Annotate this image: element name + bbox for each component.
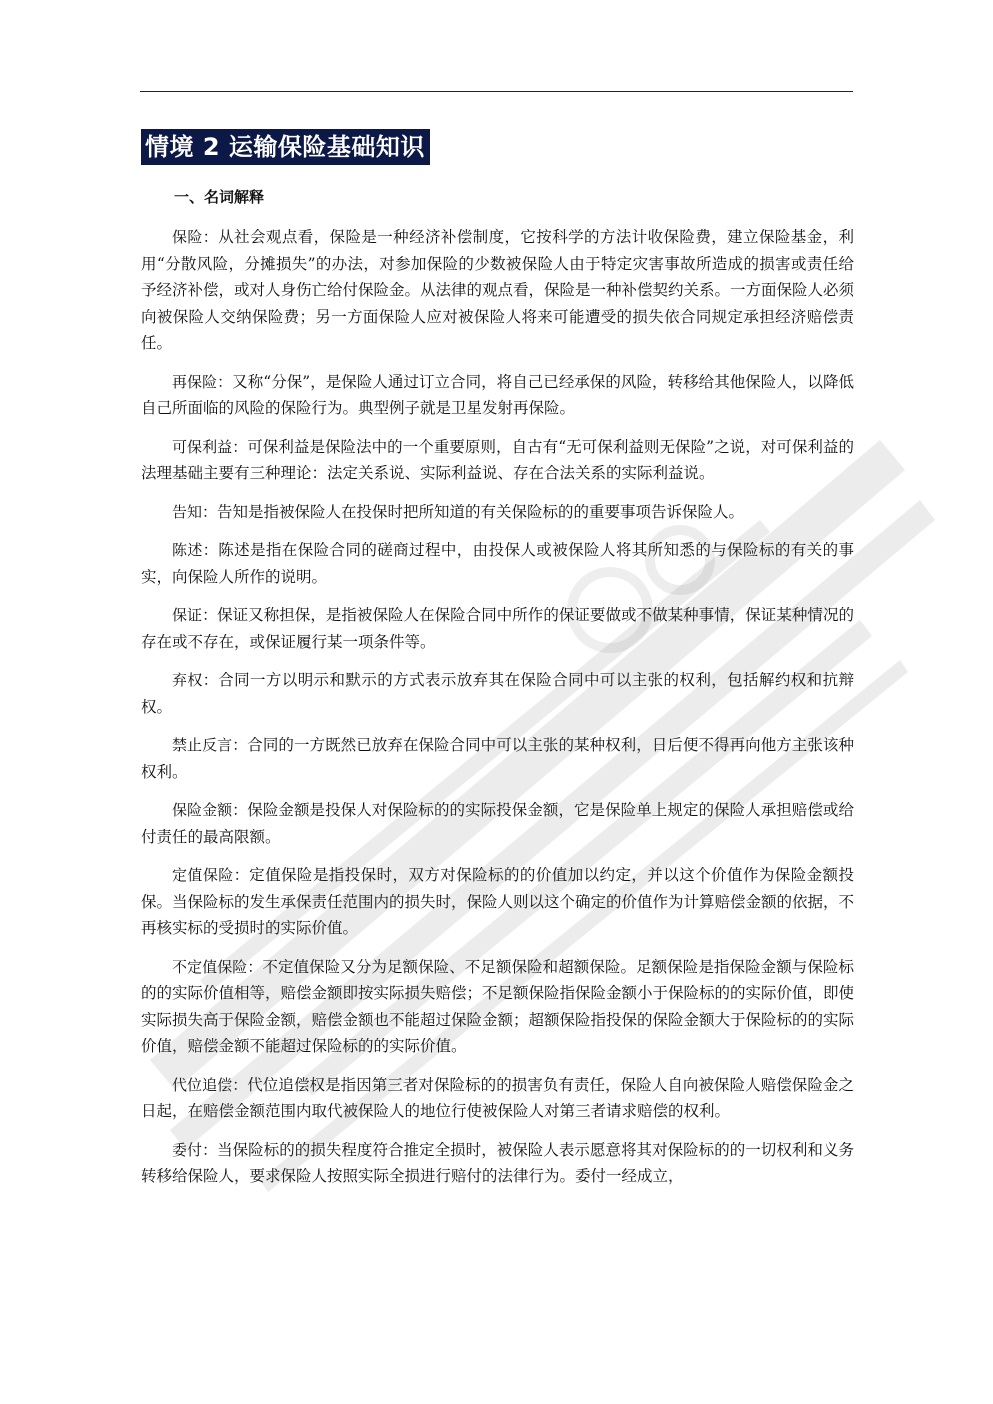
section-heading: 一、名词解释 bbox=[174, 188, 265, 206]
definition-text: 定值保险是指投保时，双方对保险标的的价值加以约定，并以这个价值作为保险金额投保。当保险标的发生承保责任范围内的损失时，保险人则以这个确定的价值作为计算赔偿金额的依据，不再核实标的受损时的实际价值。 bbox=[141, 866, 855, 937]
term-label: 禁止反言： bbox=[172, 736, 248, 754]
definition-text: 代位追偿权是指因第三者对保险标的的损害负有责任，保险人自向被保险人赔偿保险金之日起，在赔偿金额范围内取代被保险人的地位行使被保险人对第三者请求赔偿的权利。 bbox=[141, 1075, 854, 1120]
definition-text: 陈述是指在保险合同的磋商过程中，由投保人或被保险人将其所知悉的与保险标的有关的事实，向保险人所作的说明。 bbox=[141, 541, 854, 586]
term-label: 代位追偿： bbox=[172, 1075, 248, 1094]
definition-waiver bbox=[141, 667, 854, 720]
definition-representation bbox=[141, 537, 854, 590]
definition-text: 当保险标的的损失程度符合推定全损时，被保险人表示愿意将其对保险标的的一切权利和义务转移给保险人，要求保险人按照实际全损进行赔付的法律行为。委付一经成立， bbox=[141, 1140, 854, 1185]
definition-disclosure bbox=[141, 499, 854, 526]
term-label: 再保险： bbox=[172, 372, 233, 391]
definition-text: 保险金额是投保人对保险标的的实际投保金额，它是保险单上规定的保险人承担赔偿或给付责任的最高限额。 bbox=[141, 801, 854, 846]
definition-text: 保证又称担保，是指被保险人在保险合同中所作的保证要做或不做某种事情，保证某种情况的存在或不存在，或保证履行某一项条件等。 bbox=[141, 606, 854, 651]
term-label: 委付： bbox=[172, 1140, 218, 1159]
definition-text: 不定值保险又分为足额保险、不足额保险和超额保险。足额保险是指保险金额与保险标的的实际价值相等，赔偿金额即按实际损失赔偿；不足额保险指保险金额小于保险标的的实际价值，即使实际损失高于保险金额，赔偿金额也不能超过保险金额；超额保险指投保的保险金额大于保险标的的实际价值，赔偿金额不能超过保险标的的实际价值。 bbox=[141, 957, 855, 1055]
term-label: 陈述： bbox=[172, 541, 219, 559]
definition-text: 可保利益是保险法中的一个重要原则，自古有“无可保利益则无保险”之说，对可保利益的法理基础主要有三种理论：法定关系说、实际利益说、存在合法关系的实际利益说。 bbox=[141, 437, 854, 482]
definition-warranty bbox=[141, 602, 854, 655]
term-label: 不定值保险： bbox=[172, 957, 263, 976]
chapter-title: 情境 2 运输保险基础知识 bbox=[141, 129, 430, 165]
definition-text: 合同一方以明示和默示的方式表示放弃其在保险合同中可以主张的权利，包括解约权和抗辩权。 bbox=[141, 671, 854, 716]
definition-reinsurance bbox=[141, 369, 854, 422]
header-rule bbox=[140, 91, 853, 92]
definition-text: 从社会观点看，保险是一种经济补偿制度，它按科学的方法计收保险费，建立保险基金，利用“分散风险，分摊损失”的办法，对参加保险的少数被保险人由于特定灾害事故所造成的损害或责任给予经济补偿，或对人身伤亡给付保险金。从法律的观点看，保险是一种补偿契约关系。一方面保险人必须向被保险人交纳保险费；另一方面保险人应对被保险人将来可能遭受的损失依合同规定承担经济赔偿责任。 bbox=[141, 228, 855, 352]
definition-text: 合同的一方既然已放弃在保险合同中可以主张的某种权利，日后便不得再向他方主张该种权利。 bbox=[141, 736, 854, 781]
definition-subrogation bbox=[141, 1072, 854, 1125]
term-label: 弃权： bbox=[172, 671, 219, 689]
definitions-list bbox=[141, 224, 854, 1202]
definition-sum-insured bbox=[141, 797, 854, 850]
definition-text: 告知是指被保险人在投保时把所知道的有关保险标的的重要事项告诉保险人。 bbox=[217, 502, 745, 521]
term-label: 保险： bbox=[172, 228, 219, 246]
term-label: 可保利益： bbox=[172, 437, 248, 456]
term-label: 定值保险： bbox=[172, 866, 250, 884]
definition-abandonment bbox=[141, 1137, 854, 1190]
term-label: 保险金额： bbox=[172, 801, 248, 819]
term-label: 告知： bbox=[172, 502, 218, 521]
definition-estoppel bbox=[141, 732, 854, 785]
definition-unvalued-insurance bbox=[141, 954, 854, 1060]
definition-insurable-interest bbox=[141, 434, 854, 487]
definition-valued-insurance bbox=[141, 862, 854, 942]
definition-text: 又称“分保”，是保险人通过订立合同，将自己已经承保的风险，转移给其他保险人，以降低自己所面临的风险的保险行为。典型例子就是卫星发射再保险。 bbox=[141, 372, 854, 417]
definition-insurance bbox=[141, 224, 854, 357]
term-label: 保证： bbox=[172, 606, 218, 624]
